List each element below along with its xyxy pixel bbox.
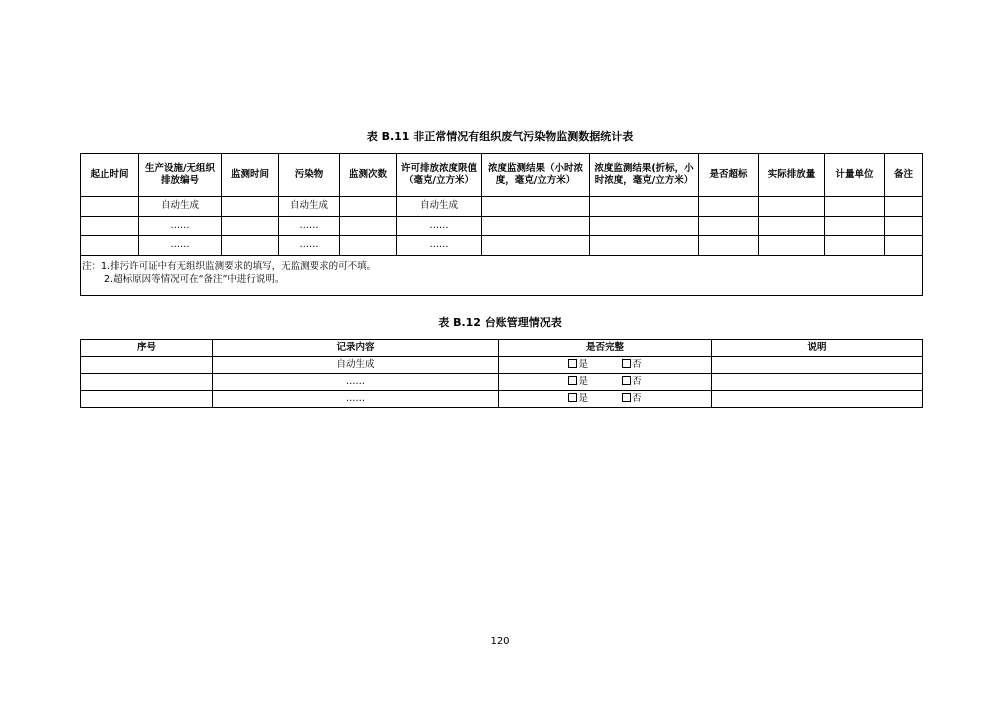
header-cell: 说明 (712, 340, 923, 357)
table-cell[interactable] (712, 357, 923, 374)
table-cell[interactable] (712, 374, 923, 391)
table-cell[interactable] (222, 197, 279, 217)
table-cell[interactable]: …… (139, 216, 222, 236)
checkbox-icon (568, 393, 577, 402)
checkbox-yes[interactable]: 是 (568, 359, 588, 370)
header-cell: 污染物 (279, 154, 340, 197)
table-b12-header-row (81, 340, 923, 357)
table-cell[interactable]: …… (213, 391, 499, 408)
checkbox-icon (622, 359, 631, 368)
table-cell[interactable] (340, 216, 397, 236)
table-cell[interactable] (590, 197, 699, 217)
table-cell[interactable] (885, 197, 923, 217)
table-cell[interactable]: 自动生成 (213, 357, 499, 374)
table-row (81, 391, 923, 408)
table-cell[interactable]: …… (397, 216, 482, 236)
page-number: 120 (490, 636, 510, 647)
table-cell[interactable] (482, 236, 590, 256)
table-cell[interactable] (222, 216, 279, 236)
table-cell[interactable] (699, 216, 759, 236)
table-cell[interactable] (590, 216, 699, 236)
table-cell[interactable]: …… (279, 216, 340, 236)
table-row (81, 216, 923, 236)
completeness-cell (499, 374, 712, 391)
header-cell: 记录内容 (213, 340, 499, 357)
table-row (81, 236, 923, 256)
header-cell: 是否完整 (499, 340, 712, 357)
table-cell[interactable] (885, 236, 923, 256)
completeness-cell (499, 357, 712, 374)
header-cell: 生产设施/无组织排放编号 (139, 154, 222, 197)
table-cell[interactable] (81, 216, 139, 236)
table-cell[interactable] (759, 236, 825, 256)
checkbox-icon (568, 359, 577, 368)
table-cell[interactable]: …… (279, 236, 340, 256)
table-row (81, 197, 923, 217)
table-cell[interactable] (712, 391, 923, 408)
table-cell[interactable]: …… (397, 236, 482, 256)
table-cell[interactable] (699, 197, 759, 217)
header-cell: 计量单位 (825, 154, 885, 197)
table-cell[interactable]: …… (213, 374, 499, 391)
header-cell: 序号 (81, 340, 213, 357)
header-cell: 监测次数 (340, 154, 397, 197)
header-cell: 是否超标 (699, 154, 759, 197)
table-b11-header-row (81, 154, 923, 197)
table-cell[interactable] (590, 236, 699, 256)
table-b11-caption: 表 B.11 非正常情况有组织废气污染物监测数据统计表 (366, 130, 634, 143)
table-cell[interactable]: 自动生成 (397, 197, 482, 217)
table-cell[interactable] (81, 391, 213, 408)
table-cell[interactable] (81, 357, 213, 374)
table-cell[interactable] (81, 374, 213, 391)
header-cell: 实际排放量 (759, 154, 825, 197)
checkbox-no[interactable]: 否 (622, 393, 642, 404)
table-cell[interactable] (340, 236, 397, 256)
table-cell[interactable]: 自动生成 (279, 197, 340, 217)
table-cell[interactable] (482, 216, 590, 236)
checkbox-no[interactable]: 否 (622, 359, 642, 370)
table-cell[interactable] (825, 216, 885, 236)
table-b12 (80, 339, 923, 408)
table-cell[interactable] (340, 197, 397, 217)
table-cell[interactable] (81, 197, 139, 217)
table-cell[interactable] (825, 236, 885, 256)
checkbox-no[interactable]: 否 (622, 376, 642, 387)
table-row (81, 357, 923, 374)
table-row (81, 374, 923, 391)
checkbox-icon (622, 376, 631, 385)
checkbox-yes[interactable]: 是 (568, 393, 588, 404)
table-cell[interactable] (699, 236, 759, 256)
checkbox-icon (568, 376, 577, 385)
table-cell[interactable] (885, 216, 923, 236)
note-line-1: 注：1.排污许可证中有无组织监测要求的填写，无监测要求的可不填。 (82, 260, 377, 272)
header-cell: 许可排放浓度限值（毫克/立方米） (397, 154, 482, 197)
table-cell[interactable]: …… (139, 236, 222, 256)
header-cell: 起止时间 (81, 154, 139, 197)
checkbox-icon (622, 393, 631, 402)
table-b12-caption: 表 B.12 台账管理情况表 (438, 316, 562, 329)
table-cell[interactable] (759, 197, 825, 217)
table-cell[interactable] (222, 236, 279, 256)
table-b11-note-row (81, 255, 923, 295)
completeness-cell (499, 391, 712, 408)
table-b11 (80, 153, 923, 296)
table-cell[interactable] (81, 236, 139, 256)
header-cell: 浓度监测结果（小时浓度，毫克/立方米） (482, 154, 590, 197)
checkbox-yes[interactable]: 是 (568, 376, 588, 387)
header-cell: 浓度监测结果(折标，小时浓度，毫克/立方米） (590, 154, 699, 197)
table-cell[interactable] (759, 216, 825, 236)
table-cell[interactable] (825, 197, 885, 217)
header-cell: 监测时间 (222, 154, 279, 197)
table-cell[interactable]: 自动生成 (139, 197, 222, 217)
header-cell: 备注 (885, 154, 923, 197)
table-note (81, 255, 923, 295)
table-cell[interactable] (482, 197, 590, 217)
note-line-2: 2.超标原因等情况可在“备注”中进行说明。 (104, 273, 285, 285)
